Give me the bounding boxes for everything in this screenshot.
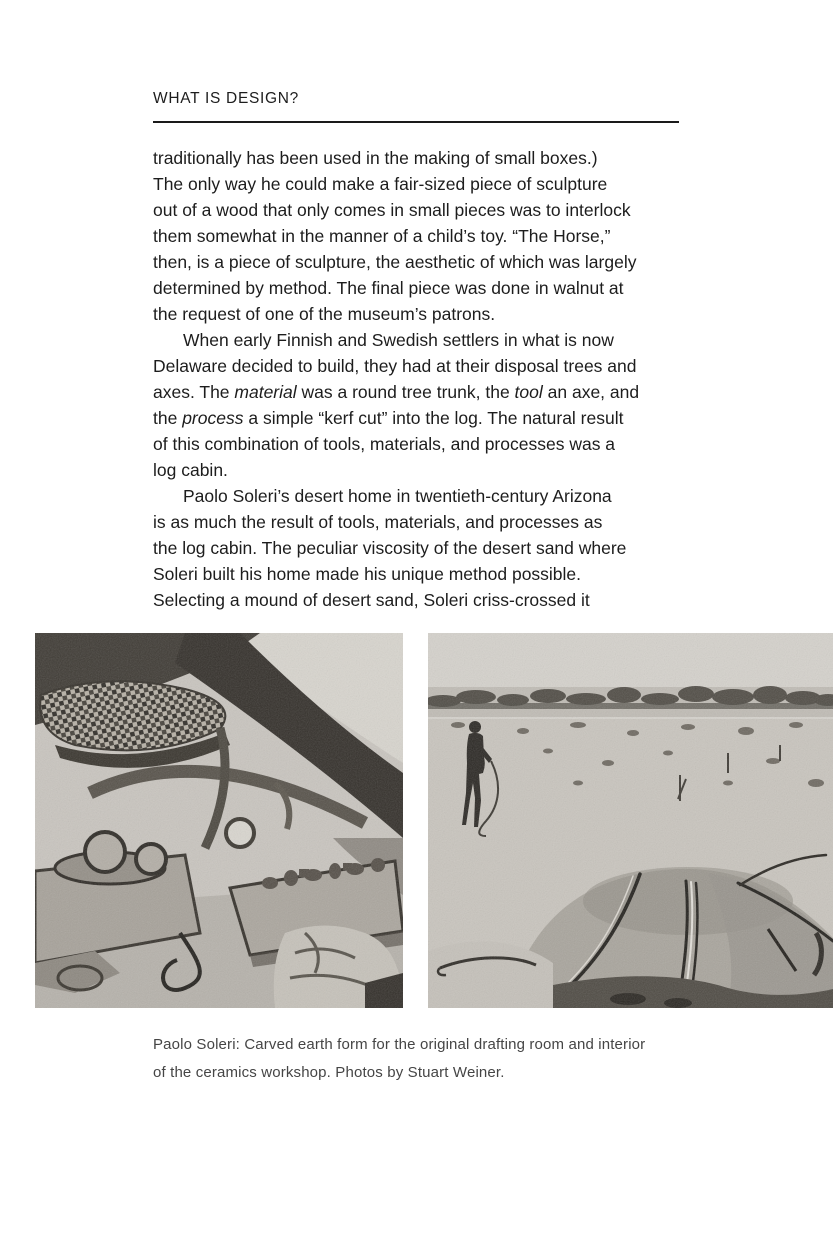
text-line: Soleri built his home made his unique method possible.	[153, 564, 582, 584]
workshop-photo-graphic	[35, 633, 403, 1008]
text-line: Paolo Soleri’s desert home in twentieth-century Arizona	[183, 486, 612, 506]
text-line: the request of one of the museum’s patrons.	[153, 304, 496, 324]
text-line: them somewhat in the manner of a child’s toy. “The Horse,”	[153, 226, 611, 246]
text-line: the process a simple “kerf cut” into the log. The natural result	[153, 408, 624, 428]
carved-earth-form-photo	[428, 633, 833, 1008]
desert-photo-graphic	[428, 633, 833, 1008]
text-line: determined by method. The final piece was done in walnut at	[153, 278, 624, 298]
text-line: Selecting a mound of desert sand, Soleri criss-crossed it	[153, 590, 590, 610]
figure-caption	[153, 1031, 713, 1086]
film-grain	[35, 633, 403, 1008]
text-line: When early Finnish and Swedish settlers in what is now	[183, 330, 614, 350]
body-text	[153, 145, 713, 613]
figure-row	[0, 633, 833, 1008]
text-line: axes. The material was a round tree trunk, the tool an axe, and	[153, 382, 640, 402]
text-line: then, is a piece of sculpture, the aesthetic of which was largely	[153, 252, 637, 272]
caption-line-2: of the ceramics workshop. Photos by Stuart Weiner.	[153, 1063, 505, 1081]
text-line: The only way he could make a fair-sized piece of sculpture	[153, 174, 608, 194]
running-head: WHAT IS DESIGN?	[153, 90, 300, 107]
text-line: of this combination of tools, materials, and processes was a	[153, 434, 616, 454]
caption-line-1: Paolo Soleri: Carved earth form for the original drafting room and interior	[153, 1036, 646, 1053]
text-line: is as much the result of tools, materials, and processes as	[153, 512, 603, 532]
text-line: log cabin.	[153, 460, 228, 480]
ceramics-workshop-interior-photo	[35, 633, 403, 1008]
text-line: out of a wood that only comes in small pieces was to interlock	[153, 200, 631, 220]
film-grain	[428, 633, 833, 1008]
text-line: Delaware decided to build, they had at their disposal trees and	[153, 356, 637, 376]
header-rule	[153, 121, 679, 123]
text-line: traditionally has been used in the making of small boxes.)	[153, 148, 598, 168]
text-line: the log cabin. The peculiar viscosity of the desert sand where	[153, 538, 627, 558]
